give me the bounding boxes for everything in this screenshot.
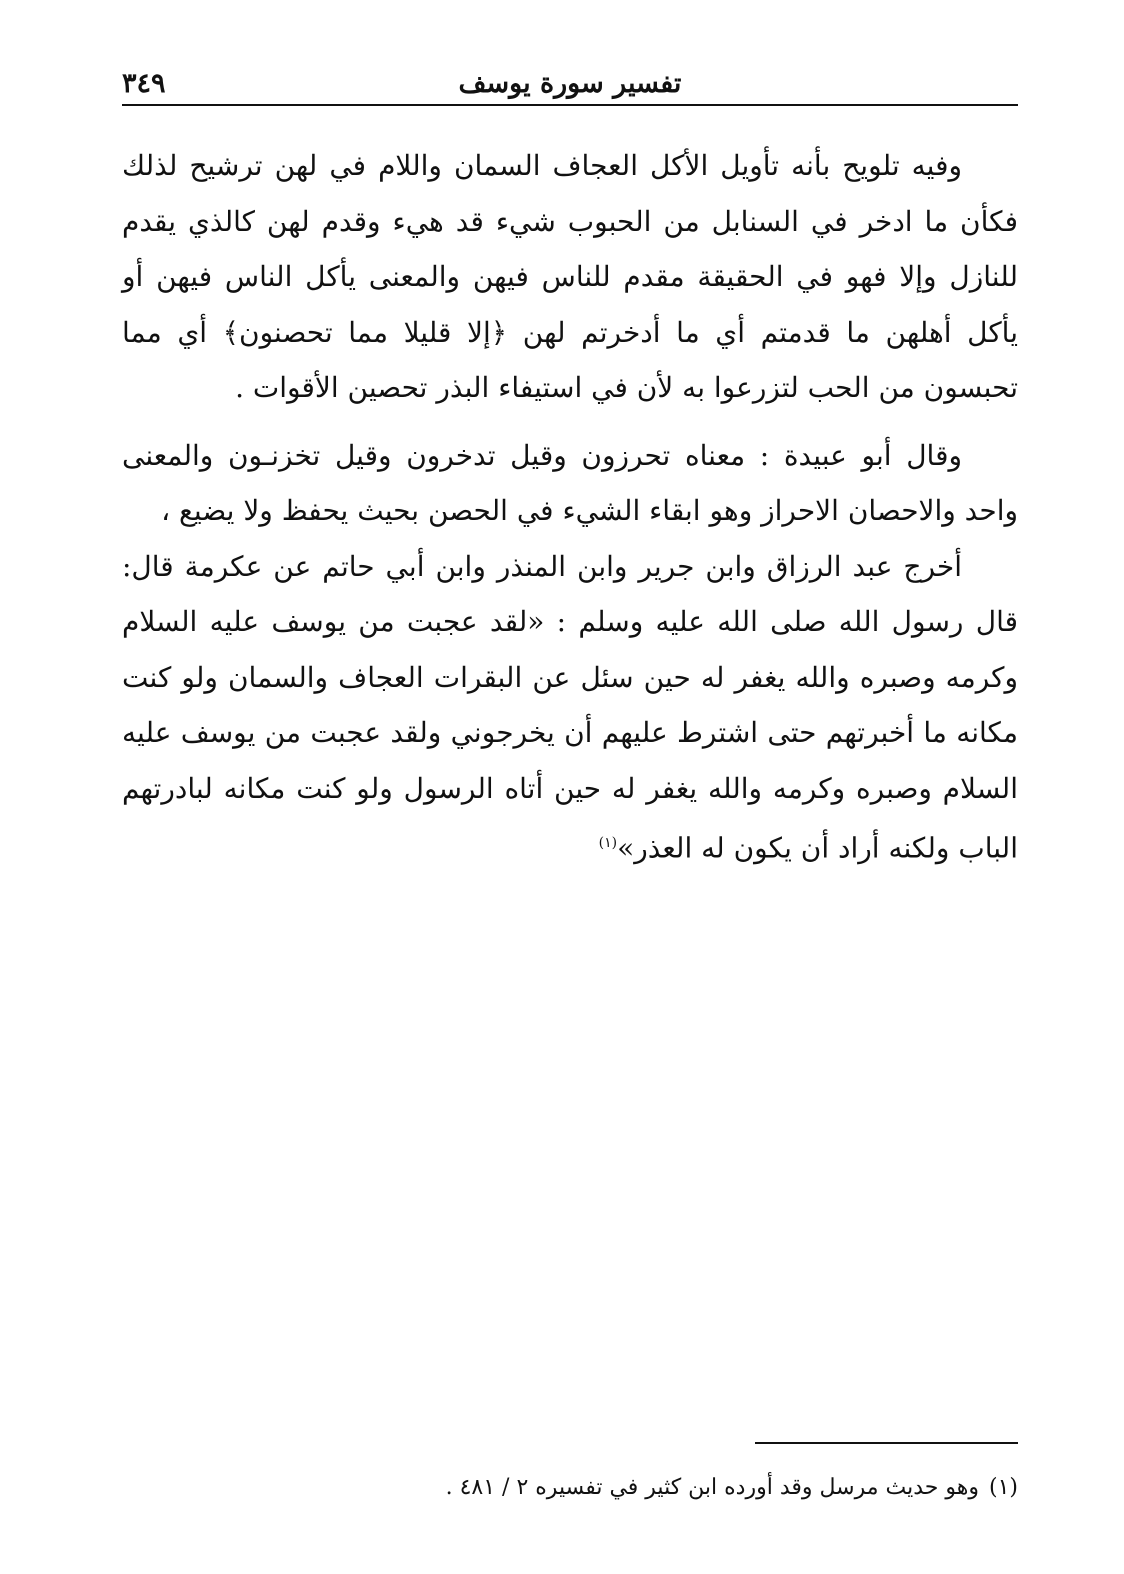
paragraph: وقال أبو عبيدة : معناه تحرزون وقيل تدخرون وقيل تخزنـون والمعنى واحد والاحصان الاحراز وهو ابقاء الشيء في الحصن بحيث يحفظ ولا يضيع ، xyxy=(122,438,1018,527)
running-header xyxy=(122,62,1018,106)
footnote-text: وهو حديث مرسل وقد أورده ابن كثير في تفسيره ٢ / ٤٨١ . xyxy=(445,1475,979,1500)
footnote-marker: (١) xyxy=(988,1475,1018,1500)
main-text xyxy=(122,138,1018,876)
paragraph-text: أخرج عبد الرزاق وابن جرير وابن المنذر وابن أبي حاتم عن عكرمة قال: قال رسول الله صلى الله عليه وسلم : «لقد عجبت من يوسف عليه السلام وكرمه وصبره والله يغفر له حين سئل عن البقرات العجاف والسمان ولو كنت مكانه ما أخبرتهم حتى اشترط عليهم أن يخرجوني ولقد عجبت من يوسف عليه السلام وصبره وكرمه والله يغفر له حين أتاه الرسول ولو كنت مكانه لبادرتهم الباب ولكنه أراد أن يكون له العذر» xyxy=(122,549,1018,865)
header-divider xyxy=(122,104,1018,106)
paragraph-with-footnote xyxy=(122,539,1018,876)
footnote xyxy=(122,1470,1018,1506)
footnote-divider xyxy=(755,1442,1018,1444)
paragraph: وفيه تلويح بأنه تأويل الأكل العجاف السمان واللام في لهن ترشيح لذلك فكأن ما ادخر في السنابل من الحبوب شيء قد هيء وقدم لهن كالذي يقدم للنازل وإلا فهو في الحقيقة مقدم للناس فيهن والمعنى يأكل الناس فيهن أو يأكل أهلهن ما قدمتم أي ما أدخرتم لهن ﴿إلا قليلا مما تحصنون﴾ أي مما تحبسون من الحب لتزرعوا به لأن في استيفاء البذر تحصين الأقوات . xyxy=(122,149,1018,404)
page-number: ٣٤٩ xyxy=(122,68,166,99)
page-title: تفسير سورة يوسف xyxy=(458,68,682,99)
footnote-reference[interactable]: (١) xyxy=(598,835,618,851)
